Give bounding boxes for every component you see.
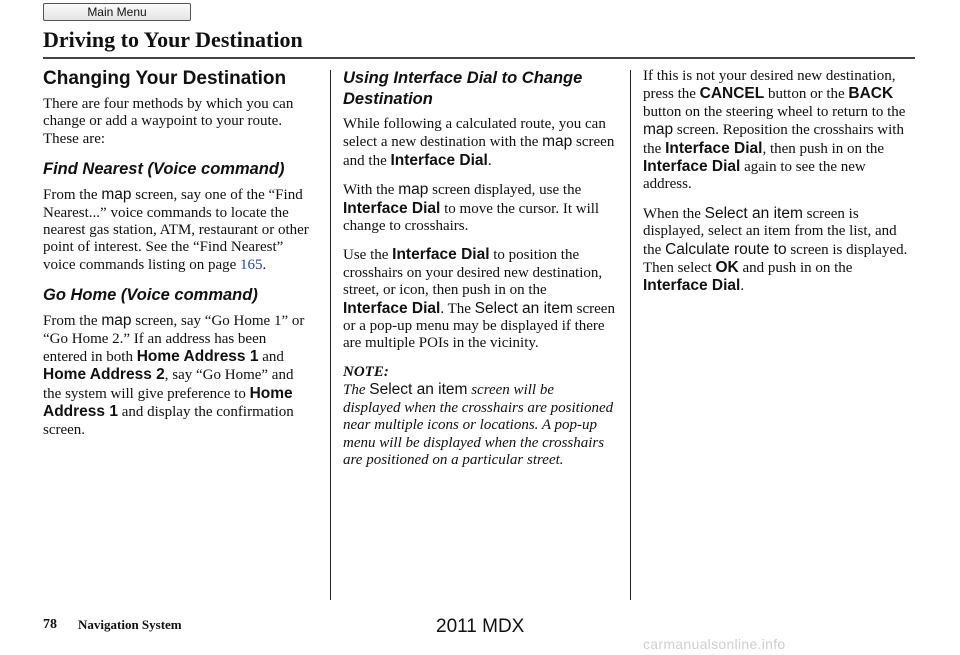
subheading-go-home: Go Home (Voice command) xyxy=(43,286,258,305)
interface-dial-term: Interface Dial xyxy=(643,158,741,176)
dial-paragraph-2: With the map screen displayed, use the Interface Dial to move the cursor. It will change to crosshairs. xyxy=(343,181,600,235)
select-item-paragraph: When the Select an item screen is displayed, select an item from the list, and the Calculate route to screen is displayed. Then select OK and push in on the Interface Dial. xyxy=(643,204,908,295)
back-button-term: BACK xyxy=(848,85,894,103)
column-2 xyxy=(343,68,615,469)
select-an-item-term: Select an item xyxy=(704,204,803,222)
interface-dial-term: Interface Dial xyxy=(390,151,488,169)
find-nearest-paragraph: From the map screen, say one of the “Find Nearest...” voice commands to locate the nearest gas station, ATM, restaurant or other point of interest. See the “Find Nearest” voice commands listing on page 165. xyxy=(43,186,309,273)
footer-section-name: Navigation System xyxy=(78,617,182,632)
home-address-2-term: Home Address 2 xyxy=(43,366,165,384)
section-heading-changing-destination: Changing Your Destination xyxy=(43,68,287,89)
note-paragraph: The Select an item screen will be displayed when the crosshairs are positioned near multiple icons or locations. A pop-up menu will be displayed when the crosshairs are positioned on a particular street. xyxy=(343,381,614,468)
interface-dial-term: Interface Dial xyxy=(392,246,490,264)
dial-paragraph-1: While following a calculated route, you can select a new destination with the map screen and the Interface Dial. xyxy=(343,116,615,169)
watermark-text: carmanualsonline.info xyxy=(643,636,786,652)
cancel-button-term: CANCEL xyxy=(699,85,765,103)
ok-term: OK xyxy=(715,259,739,277)
interface-dial-term: Interface Dial xyxy=(665,139,763,157)
map-screen-term: map xyxy=(398,181,429,199)
page-link-165[interactable]: 165 xyxy=(240,256,263,273)
select-an-item-term: Select an item xyxy=(369,381,468,399)
interface-dial-term: Interface Dial xyxy=(343,199,441,217)
page-number: 78 xyxy=(43,617,57,632)
interface-dial-term: Interface Dial xyxy=(643,277,741,295)
page-title: Driving to Your Destination xyxy=(43,27,303,52)
intro-paragraph: There are four methods by which you can change or add a waypoint to your route. These are: xyxy=(43,96,294,147)
calculate-route-term: Calculate route to xyxy=(665,240,787,258)
column-divider-1 xyxy=(330,70,331,600)
map-screen-term: map xyxy=(101,186,132,204)
column-3 xyxy=(643,68,915,307)
column-1 xyxy=(43,68,313,450)
dial-paragraph-3: Use the Interface Dial to position the crosshairs on your desired new destination, street, or icon, then push in on the Interface Dial. The Select an item screen or a pop-up menu may be displayed if there are multiple POIs in the vicinity. xyxy=(343,246,615,352)
subheading-interface-dial: Using Interface Dial to Change Destination xyxy=(343,69,583,108)
map-screen-term: map xyxy=(643,121,674,139)
column-divider-2 xyxy=(630,70,631,600)
main-menu-button[interactable]: Main Menu xyxy=(43,3,191,21)
note-label: NOTE: xyxy=(343,363,389,380)
select-an-item-term: Select an item xyxy=(474,299,573,317)
subheading-find-nearest: Find Nearest (Voice command) xyxy=(43,160,285,179)
title-divider xyxy=(43,57,915,59)
cancel-paragraph: If this is not your desired new destination, press the CANCEL button or the BACK button on the steering wheel to return to the map screen. Reposition the crosshairs with the Interface Dial, then push in on the Interface Dial again to see the new address. xyxy=(643,68,906,193)
go-home-paragraph: From the map screen, say “Go Home 1” or “Go Home 2.” If an address has been entered in both Home Address 1 and Home Address 2, say “Go Home” and the system will give preference to Home Address 1 and display the confirmation screen. xyxy=(43,312,305,438)
home-address-1-term: Home Address 1 xyxy=(136,348,259,366)
model-label: 2011 MDX xyxy=(436,616,525,637)
interface-dial-term: Interface Dial xyxy=(343,299,441,317)
map-screen-term: map xyxy=(542,133,573,151)
map-screen-term: map xyxy=(101,312,132,330)
home-address-1-term: Home Address 1 xyxy=(43,384,293,421)
